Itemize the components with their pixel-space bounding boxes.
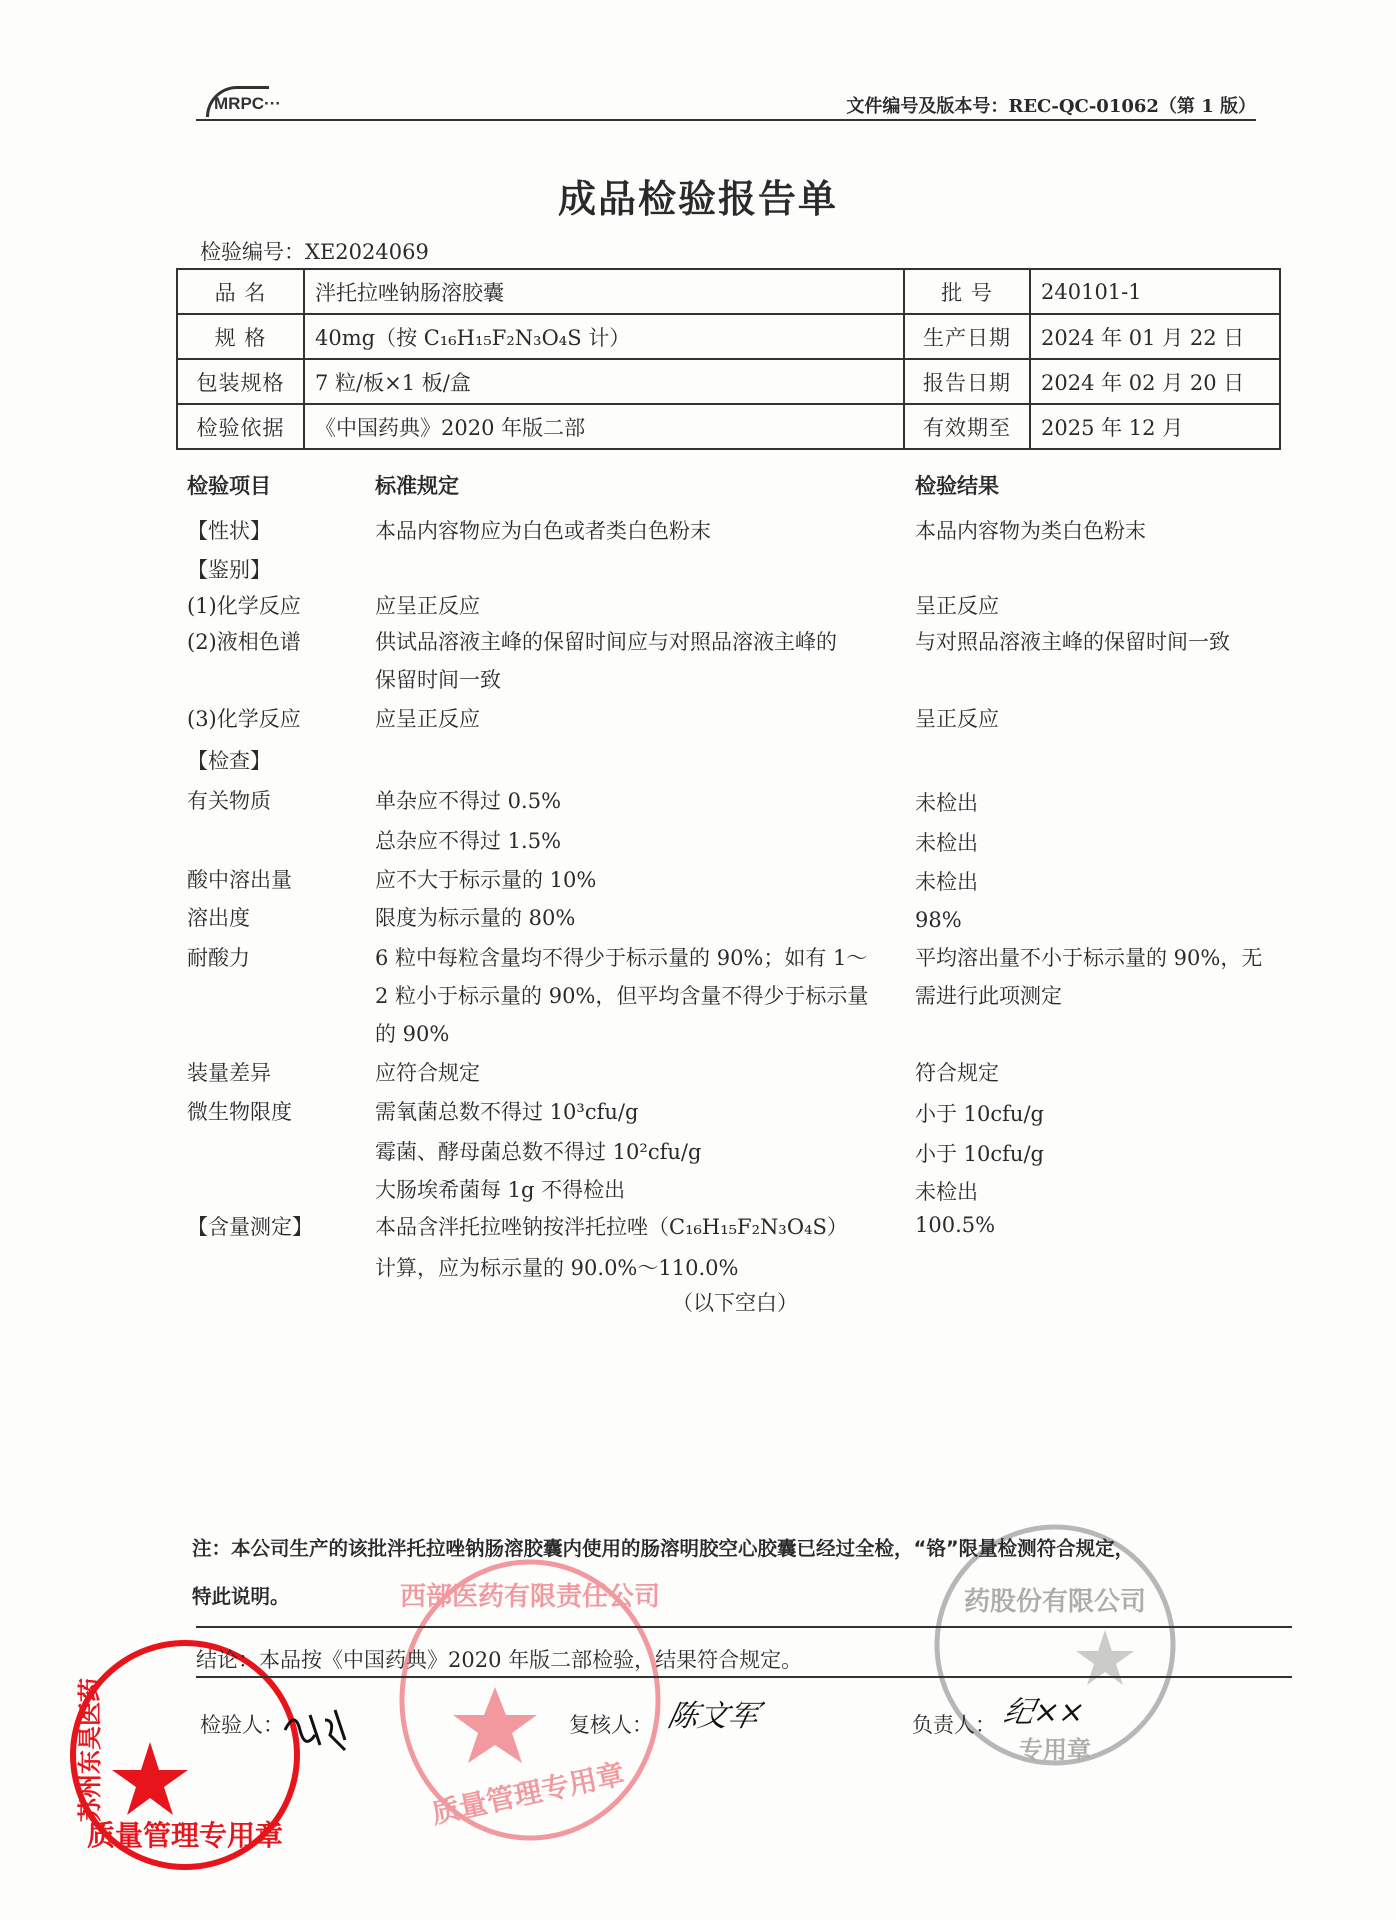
- report-date-value: 2024 年 02 月 20 日: [1030, 359, 1280, 404]
- test-result: 未检出: [915, 791, 978, 815]
- test-result: 本品内容物为类白色粉末: [915, 519, 1146, 543]
- spec-label: 规 格: [177, 314, 304, 359]
- test-standard: 单杂应不得过 0.5%: [375, 789, 562, 813]
- test-standard: 需氧菌总数不得过 10³cfu/g: [375, 1100, 639, 1124]
- test-item: 有关物质: [187, 789, 271, 813]
- page-title: 成品检验报告单: [557, 177, 838, 221]
- test-result: 小于 10cfu/g: [915, 1142, 1044, 1166]
- basis-label: 检验依据: [177, 404, 304, 449]
- test-standard: 6 粒中每粒含量均不得少于标示量的 90%；如有 1～: [375, 946, 868, 970]
- test-item: 微生物限度: [187, 1100, 292, 1124]
- section-heading: 【检查】: [187, 749, 271, 773]
- test-result: 未检出: [915, 870, 978, 894]
- responsible-signature: 纪××: [1000, 1695, 1089, 1730]
- col-header-standard: 标准规定: [375, 474, 459, 498]
- col-header-item: 检验项目: [187, 474, 271, 498]
- svg-text:质量管理专用章: 质量管理专用章: [428, 1757, 628, 1831]
- test-item: (3)化学反应: [187, 707, 301, 731]
- product-label: 品 名: [177, 269, 304, 314]
- product-value: 泮托拉唑钠肠溶胶囊: [304, 269, 904, 314]
- test-item: 装量差异: [187, 1061, 271, 1085]
- report-date-label: 报告日期: [904, 359, 1030, 404]
- test-result: 未检出: [915, 831, 978, 855]
- test-result: 平均溶出量不小于标示量的 90%，无: [915, 946, 1263, 970]
- company-logo: MRPC···: [214, 94, 281, 114]
- test-standard: 供试品溶液主峰的保留时间应与对照品溶液主峰的: [375, 630, 837, 654]
- test-result: 与对照品溶液主峰的保留时间一致: [915, 630, 1230, 654]
- test-standard: 本品内容物应为白色或者类白色粉末: [375, 519, 711, 543]
- expiry-value: 2025 年 12 月: [1030, 404, 1280, 449]
- test-standard: 应呈正反应: [375, 594, 480, 618]
- document-number: 文件编号及版本号：REC-QC-01062（第 1 版）: [846, 96, 1256, 117]
- note-line-1: 注：本公司生产的该批泮托拉唑钠肠溶胶囊内使用的肠溶明胶空心胶囊已经过全检，“铬”限量检测符合规定，: [192, 1537, 1135, 1560]
- header-divider: [196, 119, 1256, 121]
- spec-value: 40mg（按 C₁₆H₁₅F₂N₃O₄S 计）: [304, 314, 904, 359]
- test-standard-cont: 2 粒小于标示量的 90%，但平均含量不得少于标示量: [375, 984, 869, 1008]
- batch-value: 240101-1: [1030, 269, 1280, 314]
- reviewer-signature: 陈文军: [664, 1699, 762, 1734]
- test-item: (1)化学反应: [187, 594, 301, 618]
- test-standard: 总杂应不得过 1.5%: [375, 829, 562, 853]
- svg-text:专用章: 专用章: [1019, 1736, 1091, 1764]
- test-result: 呈正反应: [915, 594, 999, 618]
- responsible-label: 负责人：: [912, 1713, 996, 1737]
- test-standard-cont: 保留时间一致: [375, 668, 501, 692]
- test-standard: 应呈正反应: [375, 707, 480, 731]
- test-item: 【性状】: [187, 519, 271, 543]
- test-result: 100.5%: [915, 1213, 996, 1237]
- test-standard: 应不大于标示量的 10%: [375, 868, 597, 892]
- test-item: (2)液相色谱: [187, 630, 301, 654]
- svg-text:苏州东昊医药: 苏州东昊医药: [76, 1678, 104, 1822]
- svg-text:西部医药有限责任公司: 西部医药有限责任公司: [399, 1582, 661, 1612]
- note-line-2: 特此说明。: [192, 1585, 290, 1608]
- report-number: 检验编号：XE2024069: [200, 240, 429, 264]
- col-header-result: 检验结果: [915, 474, 999, 498]
- basis-value: 《中国药典》2020 年版二部: [304, 404, 904, 449]
- expiry-label: 有效期至: [904, 404, 1030, 449]
- product-info-table: [176, 268, 1281, 450]
- conclusion: 结论：本品按《中国药典》2020 年版二部检验，结果符合规定。: [196, 1648, 803, 1672]
- test-standard: 限度为标示量的 80%: [375, 906, 576, 930]
- divider-top: [196, 1626, 1292, 1628]
- svg-text:药股份有限公司: 药股份有限公司: [963, 1587, 1147, 1617]
- test-result: 未检出: [915, 1180, 978, 1204]
- test-item: 溶出度: [187, 906, 250, 930]
- test-result: 小于 10cfu/g: [915, 1102, 1044, 1126]
- mfg-value: 2024 年 01 月 22 日: [1030, 314, 1280, 359]
- reviewer-label: 复核人：: [569, 1713, 653, 1737]
- test-result-cont: 需进行此项测定: [915, 984, 1062, 1008]
- test-standard-cont: 的 90%: [375, 1022, 450, 1046]
- middle-quality-stamp: [385, 1555, 675, 1845]
- test-result: 98%: [915, 908, 962, 932]
- blank-below-note: （以下空白）: [672, 1291, 798, 1315]
- test-standard: 霉菌、酵母菌总数不得过 10²cfu/g: [375, 1140, 702, 1164]
- test-standard: 本品含泮托拉唑钠按泮托拉唑（C₁₆H₁₅F₂N₃O₄S）: [375, 1215, 848, 1239]
- inspector-label: 检验人：: [200, 1713, 284, 1737]
- mfg-label: 生产日期: [904, 314, 1030, 359]
- pack-label: 包装规格: [177, 359, 304, 404]
- test-item: 耐酸力: [187, 946, 250, 970]
- test-standard: 大肠埃希菌每 1g 不得检出: [375, 1178, 626, 1202]
- test-result: 符合规定: [915, 1061, 999, 1085]
- test-item: 【含量测定】: [187, 1215, 313, 1239]
- test-result: 呈正反应: [915, 707, 999, 731]
- test-standard-cont: 计算，应为标示量的 90.0%～110.0%: [375, 1256, 739, 1280]
- divider-bottom: [196, 1676, 1292, 1678]
- inspector-signature: [280, 1700, 360, 1760]
- svg-text:质量管理专用章: 质量管理专用章: [86, 1819, 284, 1852]
- section-heading: 【鉴别】: [187, 558, 271, 582]
- test-item: 酸中溶出量: [187, 868, 292, 892]
- batch-label: 批 号: [904, 269, 1030, 314]
- test-standard: 应符合规定: [375, 1061, 480, 1085]
- pack-value: 7 粒/板×1 板/盒: [304, 359, 904, 404]
